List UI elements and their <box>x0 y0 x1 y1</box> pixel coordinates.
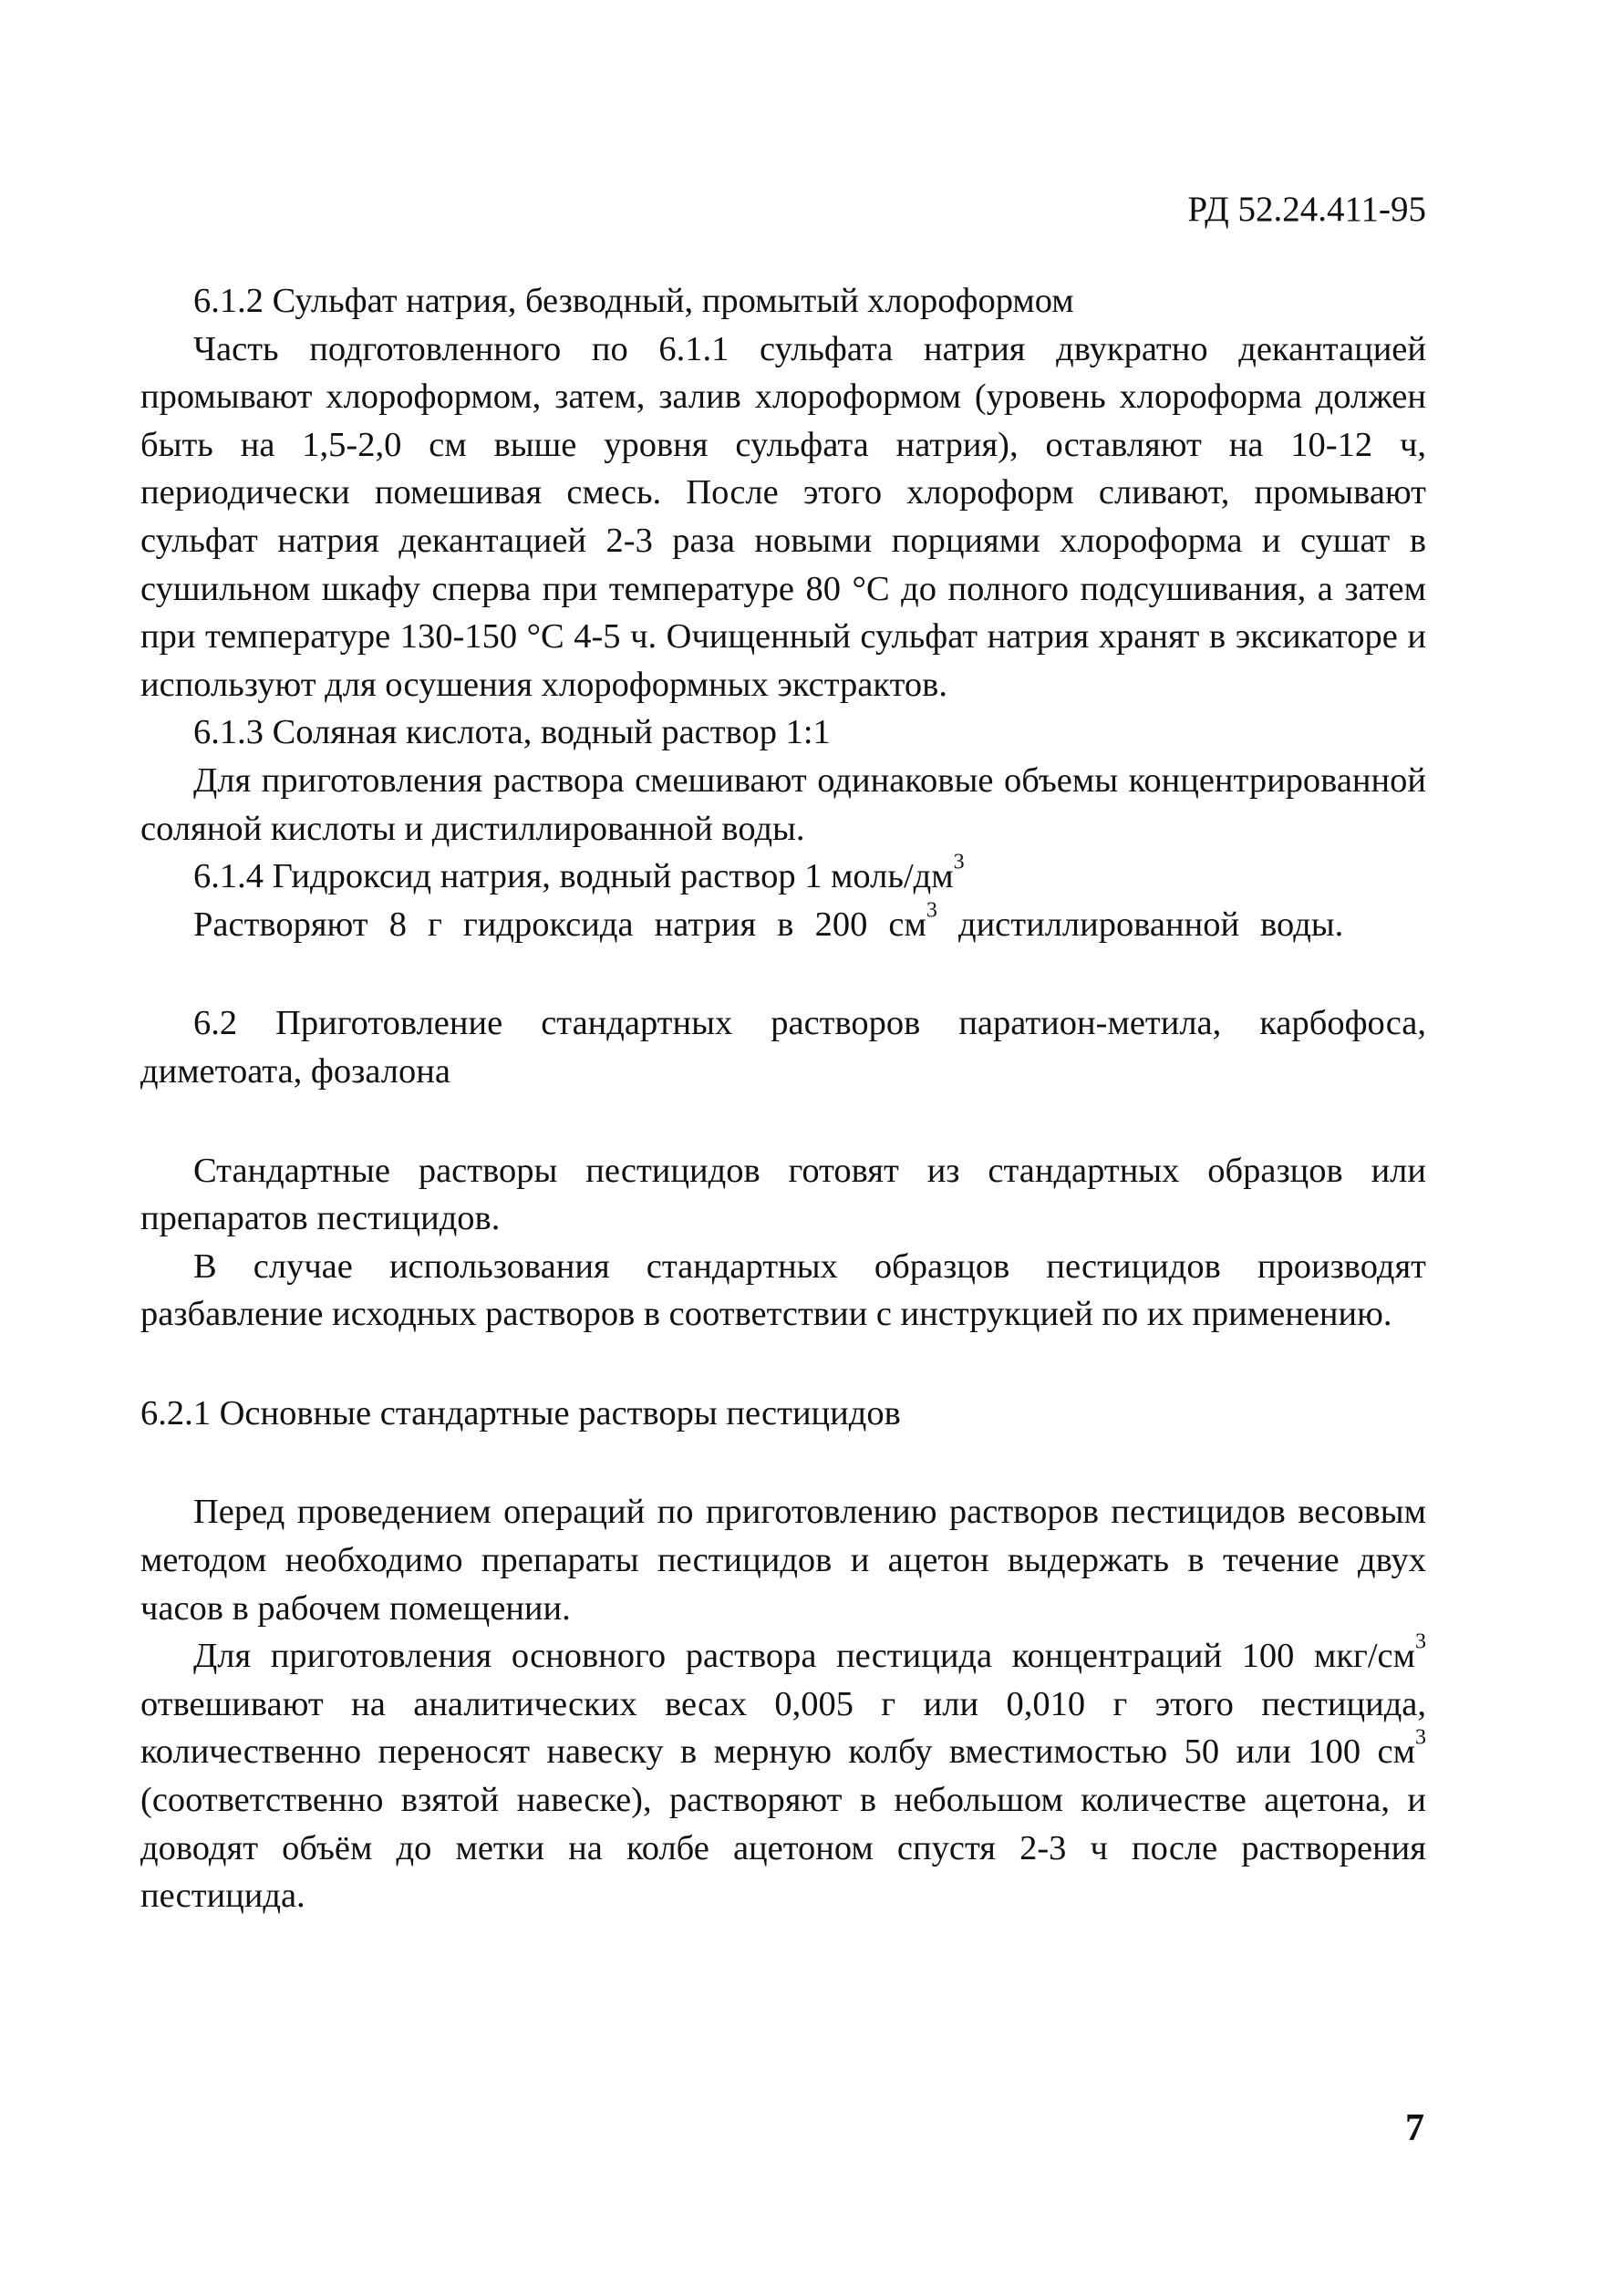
section-heading-6-1-2: 6.1.2 Сульфат натрия, безводный, промытый хлороформом <box>193 282 1074 320</box>
section-body-6-1-4 <box>140 898 1426 949</box>
paragraph-part-3: (соответственно взятой навеске), растворяют в небольшом количестве ацетона, и доводят объём до метки на колбе ацетоном спустя 2-3 ч после растворения пестицида. <box>140 1781 1426 1916</box>
section-body-6-1-4-part1: Растворяют 8 г гидроксида натрия в 200 см <box>193 905 926 944</box>
paragraph-part-2: отвешивают на аналитических весах 0,005 г или 0,010 г этого пестицида, количественно переносят навеску в мерную колбу вместимостью 50 или 100 см <box>140 1684 1426 1772</box>
section-heading-6-2-1: 6.2.1 Основные стандартные растворы пестицидов <box>140 1393 901 1432</box>
section-body-6-1-3: Для приготовления раствора смешивают одинаковые объемы концентрированной соляной кислоты и дистиллированной воды. <box>140 760 1426 848</box>
section-heading-6-1-4-text: 6.1.4 Гидроксид натрия, водный раствор 1 моль/дм <box>193 857 954 896</box>
superscript: 3 <box>1415 1726 1426 1751</box>
section-body-6-1-4-part2: дистиллированной воды. <box>936 905 1344 944</box>
superscript: 3 <box>953 850 965 874</box>
paragraph-part-1: Для приготовления основного раствора пестицида концентраций 100 мкг/см <box>193 1637 1415 1676</box>
section-6-2-paragraph-2: В случае использования стандартных образцов пестицидов производят разбавление исходных растворов в соответствии с инструкцией по их применению. <box>140 1246 1426 1334</box>
document-body <box>140 277 1426 1920</box>
section-6-2-1-paragraph-2 <box>140 1629 1426 1920</box>
page-number: 7 <box>1405 2107 1424 2149</box>
superscript: 3 <box>926 898 937 923</box>
section-body-6-1-2: Часть подготовленного по 6.1.1 сульфата натрия двукратно декантацией промывают хлороформом, затем, залив хлороформом (уровень хлороформа должен быть на 1,5-2,0 см выше уровня сульфата натрия), оставляют на 10-12 ч, периодически помешивая смесь. После этого хлороформ сливают, промывают сульфат натрия декантацией 2-3 раза новыми порциями хлороформа и сушат в сушильном шкафу сперва при температуре 80 °С до полного подсушивания, а затем при температуре 130-150 °С 4-5 ч. Очищенный сульфат натрия хранят в эксикаторе и используют для осушения хлороформных экстрактов. <box>140 329 1426 704</box>
section-6-2-paragraph-1: Стандартные растворы пестицидов готовят из стандартных образцов или препаратов пестицидов. <box>140 1151 1426 1238</box>
superscript: 3 <box>1415 1629 1426 1654</box>
section-6-2-1-paragraph-1: Перед проведением операций по приготовлению растворов пестицидов весовым методом необходимо препараты пестицидов и ацетон выдержать в течение двух часов в рабочем помещении. <box>140 1493 1426 1628</box>
section-heading-6-1-4 <box>140 850 1426 901</box>
section-heading-6-2: 6.2 Приготовление стандартных растворов паратион-метила, карбофоса, диметоата, фозалона <box>140 1004 1426 1091</box>
section-heading-6-1-3: 6.1.3 Соляная кислота, водный раствор 1:1 <box>193 713 831 752</box>
document-code: РД 52.24.411-95 <box>1187 190 1426 229</box>
